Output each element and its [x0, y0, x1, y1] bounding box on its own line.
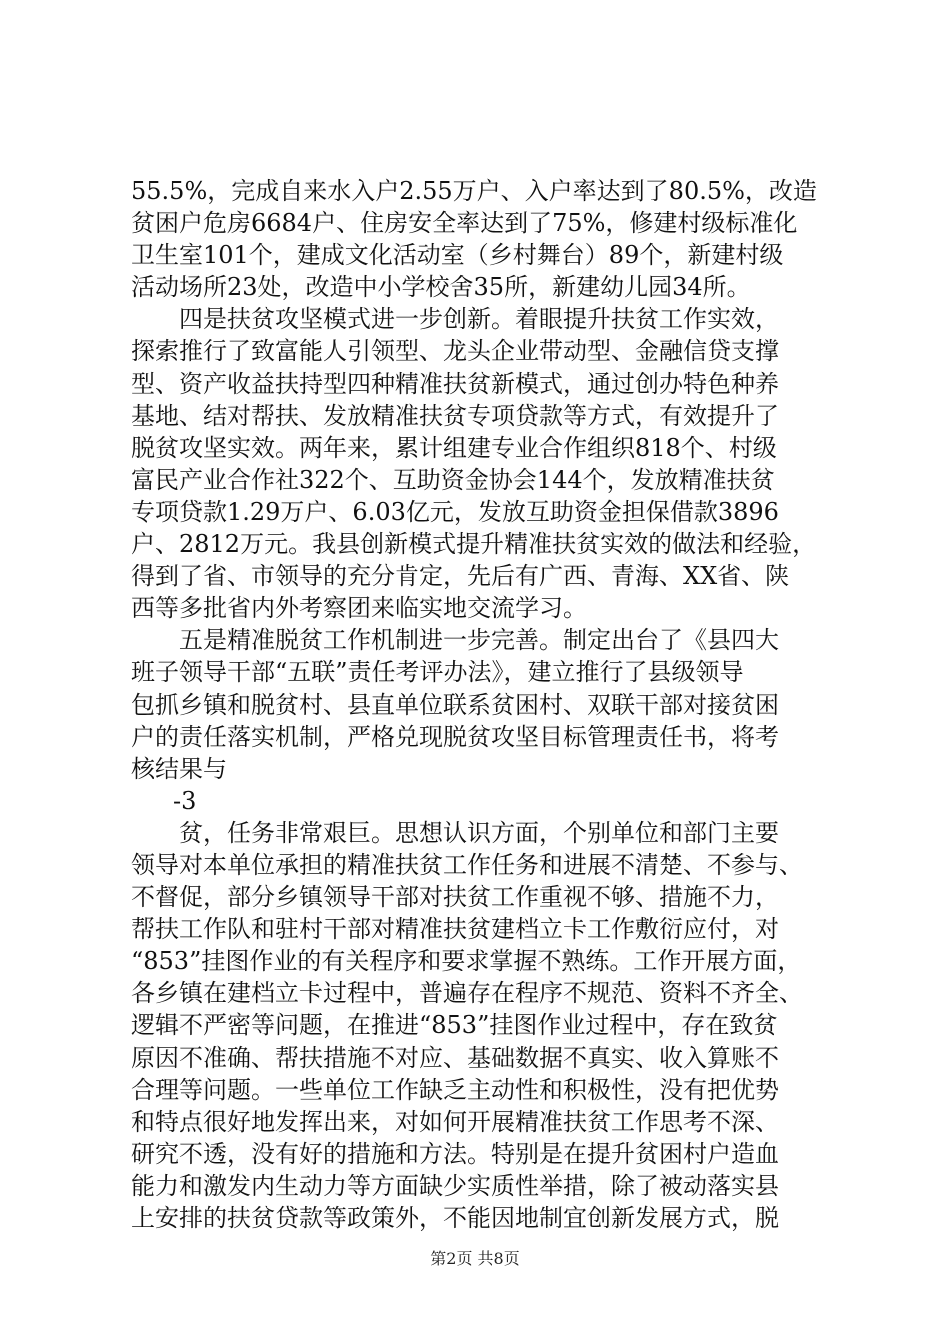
text-line: 领导对本单位承担的精准扶贫工作任务和进展不清楚、不参与、 [131, 850, 803, 879]
text-line: 脱贫攻坚实效。两年来，累计组建专业合作组织818个、村级 [131, 433, 777, 462]
text-line: 不督促，部分乡镇领导干部对扶贫工作重视不够、措施不力， [131, 883, 779, 912]
text-line: 探索推行了致富能人引领型、龙头企业带动型、金融信贷支撑 [131, 337, 779, 366]
page-marker: -3 [173, 786, 197, 815]
text-line: 基地、结对帮扶、发放精准扶贫专项贷款等方式，有效提升了 [131, 401, 779, 430]
text-line: 研究不透，没有好的措施和方法。特别是在提升贫困村户造血 [131, 1139, 779, 1168]
text-line: 贫困户危房6684户、住房安全率达到了75%，修建村级标准化 [131, 209, 798, 238]
text-line: 活动场所23处，改造中小学校舍35所，新建幼儿园34所。 [131, 273, 751, 302]
text-line: 能力和激发内生动力等方面缺少实质性举措，除了被动落实县 [131, 1171, 779, 1200]
text-line: 五是精准脱贫工作机制进一步完善。制定出台了《县四大 [131, 626, 779, 655]
text-line: 上安排的扶贫贷款等政策外，不能因地制宜创新发展方式，脱 [131, 1204, 779, 1232]
text-line: 核结果与 [131, 754, 227, 783]
text-line: 得到了省、市领导的充分肯定，先后有广西、青海、XX省、陕 [131, 562, 790, 591]
text-line: “853”挂图作业的有关程序和要求掌握不熟练。工作开展方面， [131, 947, 802, 976]
text-line: 卫生室101个，建成文化活动室（乡村舞台）89个，新建村级 [131, 241, 784, 270]
text-line: 富民产业合作社322个、互助资金协会144个，发放精准扶贫 [131, 465, 775, 494]
body-text-section-1 [131, 175, 831, 785]
text-line: 各乡镇在建档立卡过程中，普遍存在程序不规范、资料不齐全、 [131, 979, 803, 1008]
text-line: 西等多批省内外考察团来临实地交流学习。 [131, 594, 587, 623]
text-line: 合理等问题。一些单位工作缺乏主动性和积极性，没有把优势 [131, 1075, 779, 1104]
document-body [131, 175, 831, 1234]
text-line: 包抓乡镇和脱贫村、县直单位联系贫困村、双联干部对接贫困 [131, 690, 779, 719]
text-line: 班子领导干部“五联”责任考评办法》，建立推行了县级领导 [131, 658, 744, 687]
text-line: 和特点很好地发挥出来，对如何开展精准扶贫工作思考不深、 [131, 1107, 779, 1136]
text-line: 户的责任落实机制，严格兑现脱贫攻坚目标管理责任书，将考 [131, 722, 779, 751]
page-footer: 第2页 共8页 [430, 1249, 520, 1268]
text-line: 型、资产收益扶持型四种精准扶贫新模式，通过创办特色种养 [131, 369, 779, 398]
text-line: 逻辑不严密等问题，在推进“853”挂图作业过程中，存在致贫 [131, 1011, 778, 1040]
text-line: 户、2812万元。我县创新模式提升精准扶贫实效的做法和经验， [131, 530, 817, 559]
text-line: 帮扶工作队和驻村干部对精准扶贫建档立卡工作敷衍应付，对 [131, 915, 779, 944]
text-line: 贫，任务非常艰巨。思想认识方面，个别单位和部门主要 [131, 818, 779, 847]
body-text-section-2 [131, 817, 831, 1234]
text-line: 55.5%，完成自来水入户2.55万户、入户率达到了80.5%，改造 [131, 177, 817, 205]
text-line: 专项贷款1.29万户、6.03亿元，发放互助资金担保借款3896 [131, 497, 779, 526]
text-line: 四是扶贫攻坚模式进一步创新。着眼提升扶贫工作实效， [131, 305, 779, 334]
text-line: 原因不准确、帮扶措施不对应、基础数据不真实、收入算账不 [131, 1043, 779, 1072]
